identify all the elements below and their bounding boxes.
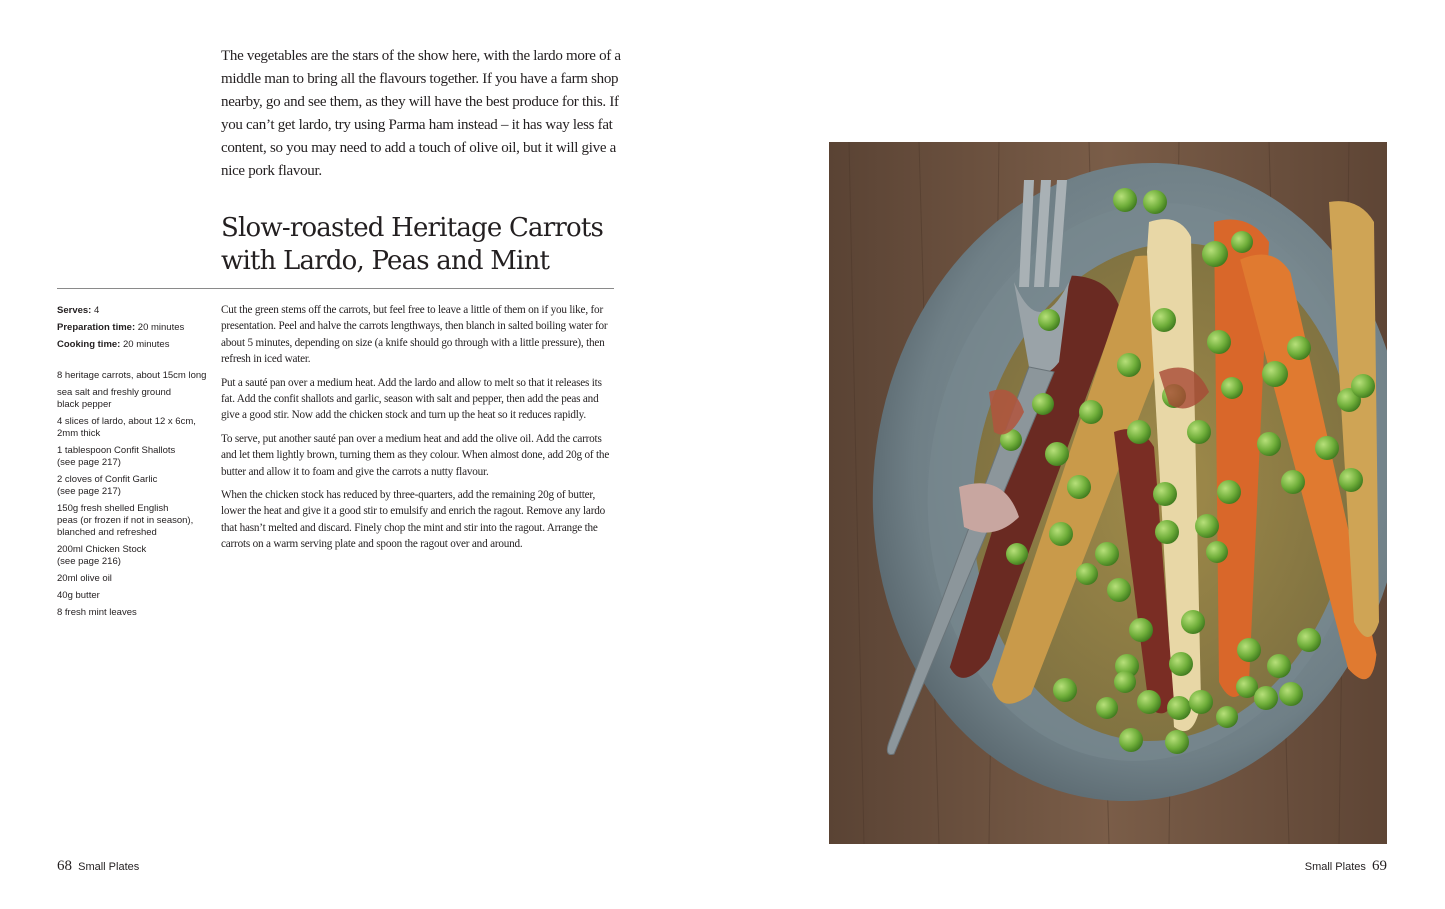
- ingredient-item: 150g fresh shelled English peas (or frozen if not in season), blanched and refreshed: [57, 503, 194, 538]
- cook-time-value: 20 minutes: [122, 339, 170, 350]
- prep-time-label: Preparation time:: [57, 322, 136, 333]
- prep-time-row: [57, 319, 212, 336]
- serves-label: Serves:: [57, 305, 92, 316]
- folio-right: [1305, 858, 1387, 875]
- dish-illustration: [829, 142, 1387, 844]
- cook-time-row: [57, 336, 212, 353]
- ingredient-item: 4 slices of lardo, about 12 x 6cm, 2mm thick: [57, 416, 196, 439]
- serves-value: 4: [93, 305, 100, 316]
- method-step: Cut the green stems off the carrots, but feel free to leave a little of them on if you like, for presentation. Peel and halve the carrots lengthways, then blanch in salted boiling water for about 5 minutes, depending on size (a knife should go through with a little pressure), then refresh in iced water.: [221, 304, 608, 366]
- page-number-right: 69: [1372, 858, 1387, 874]
- dish-photo: [829, 142, 1387, 844]
- recipe-title-line-2: with Lardo, Peas and Mint: [221, 246, 550, 276]
- ingredient-item: 1 tablespoon Confit Shallots (see page 217): [57, 445, 176, 468]
- method-step: Put a sauté pan over a medium heat. Add the lardo and allow to melt so that it releases its fat. Add the confit shallots and garlic, season with salt and pepper, then add the peas and give a good stir. Now add the chicken stock and turn up the heat so it reduces rapidly.: [221, 376, 602, 422]
- section-name-left: Small Plates: [78, 861, 140, 873]
- ingredient-item: 8 fresh mint leaves: [57, 607, 137, 618]
- cook-time-label: Cooking time:: [57, 339, 121, 350]
- ingredients-list: [57, 370, 215, 624]
- folio-left: [57, 858, 139, 875]
- title-divider: [57, 288, 614, 289]
- ingredient-item: 200ml Chicken Stock (see page 216): [57, 544, 147, 567]
- prep-time-value: 20 minutes: [137, 322, 185, 333]
- serves-row: [57, 302, 212, 319]
- method-text: [221, 302, 615, 560]
- ingredient-item: 40g butter: [57, 590, 100, 601]
- recipe-title-line-1: Slow-roasted Heritage Carrots: [221, 213, 604, 243]
- ingredient-item: 2 cloves of Confit Garlic (see page 217): [57, 474, 158, 497]
- ingredient-item: 20ml olive oil: [57, 573, 112, 584]
- method-step: When the chicken stock has reduced by three-quarters, add the remaining 20g of butter, lower the heat and give it a good stir to emulsify and enrich the ragout. Remove any lardo that hasn’t melted and discard. Finely chop the mint and stir into the ragout. Arrange the carrots on a warm serving plate and spoon the ragout over and around.: [221, 489, 606, 551]
- ingredient-item: sea salt and freshly ground black pepper: [57, 387, 172, 410]
- recipe-meta: [57, 302, 212, 353]
- method-step: To serve, put another sauté pan over a medium heat and add the olive oil. Add the carrots and let them lightly brown, turning them as they colour. When almost done, add 20g of the butter and allow it to foam and give the carrots a nutty flavour.: [221, 432, 610, 478]
- ingredient-item: 8 heritage carrots, about 15cm long: [57, 370, 207, 381]
- page-number-left: 68: [57, 858, 72, 874]
- recipe-title: [221, 212, 621, 278]
- section-name-right: Small Plates: [1304, 861, 1366, 873]
- intro-paragraph: The vegetables are the stars of the show here, with the lardo more of a middle man to bring all the flavours together. If you have a farm shop nearby, go and see them, as they will have the best produce for this. If you can’t get lardo, try using Parma ham instead – it has way less fat content, so you may need to add a touch of olive oil, but it will give a nice pork flavour.: [221, 48, 621, 179]
